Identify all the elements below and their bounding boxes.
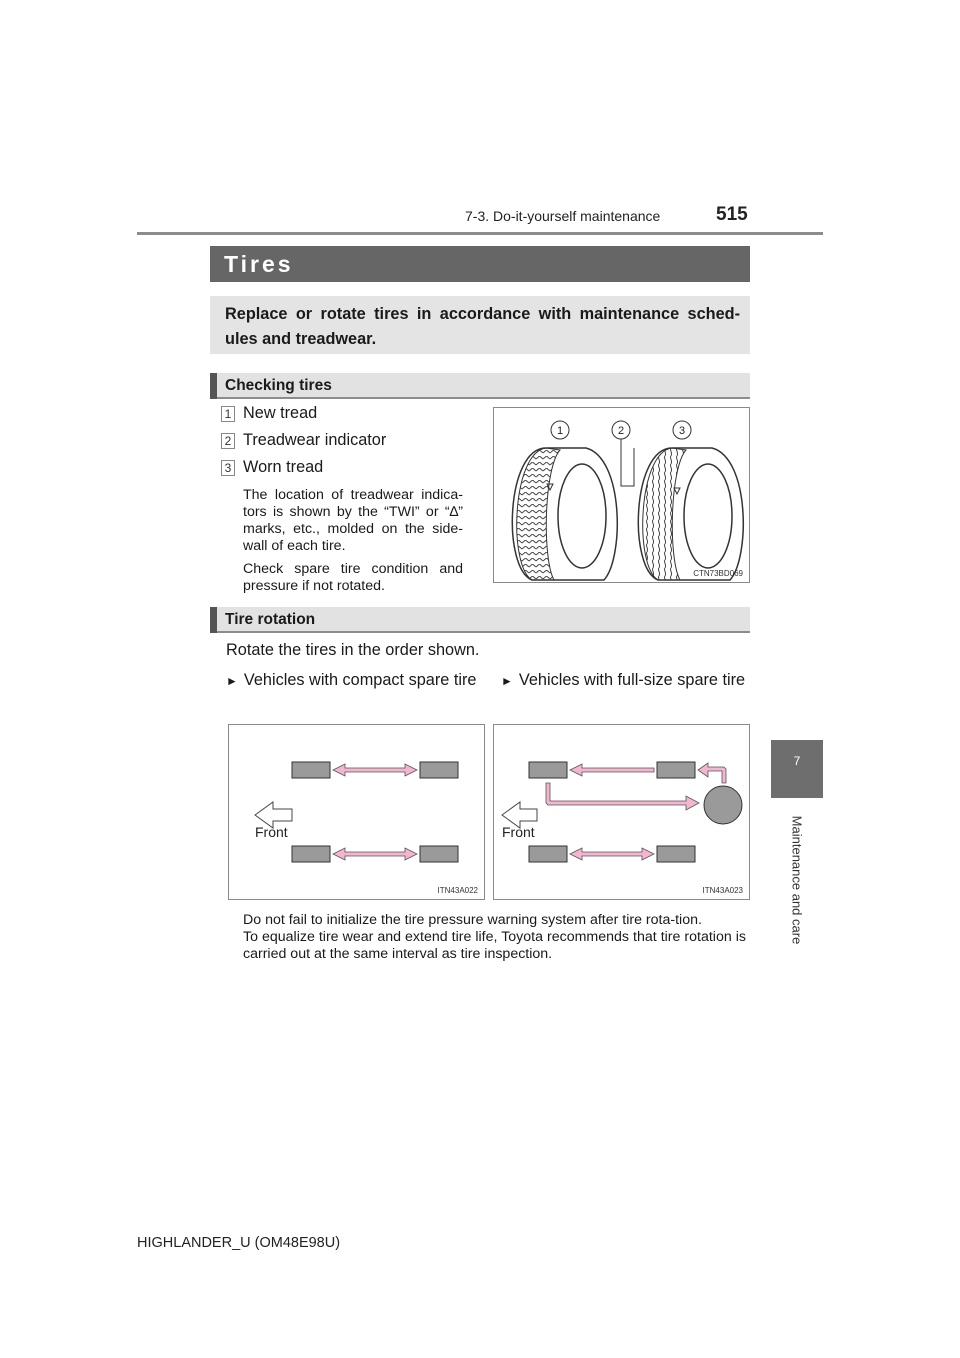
tire-tread-figure xyxy=(493,407,750,583)
tire-illustration xyxy=(494,408,749,582)
callout-2-label: 2 xyxy=(617,425,625,437)
tire-front-right xyxy=(657,762,695,778)
tire-rear-left xyxy=(292,846,330,862)
new-tire xyxy=(512,448,617,580)
item-number-2: 2 xyxy=(221,433,235,449)
double-arrow-rear xyxy=(333,848,417,860)
intro-text: Replace or rotate tires in accordance with maintenance sched-ules and treadwear. xyxy=(225,305,740,348)
page-number: 515 xyxy=(716,204,748,225)
callout-1-label: 1 xyxy=(556,425,564,437)
callout-3-label: 3 xyxy=(678,425,686,437)
page-title: Tires xyxy=(224,251,294,277)
double-arrow-rear xyxy=(570,848,654,860)
worn-tire xyxy=(638,448,743,580)
triangle-bullet-icon: ► xyxy=(501,674,513,688)
callout-3 xyxy=(673,421,691,439)
vehicle-type-fullsize-label: Vehicles with full-size spare tire xyxy=(518,671,746,689)
vehicle-type-compact xyxy=(226,669,478,693)
model-footer: HIGHLANDER_U (OM48E98U) xyxy=(137,1235,341,1251)
spare-tire-note: Check spare tire condition and pressure if not rotated. xyxy=(243,561,463,594)
callout-2 xyxy=(612,421,634,486)
item-new-tread: New tread xyxy=(243,404,318,422)
callout-1 xyxy=(551,421,569,439)
chapter-tab-label: Maintenance and care xyxy=(789,815,805,945)
rotation-figure-fullsize xyxy=(493,724,750,900)
item-number-3: 3 xyxy=(221,460,235,476)
arrow-front-left-to-spare xyxy=(546,783,699,810)
chapter-tab-number: 7 xyxy=(771,740,823,798)
rotation-instruction: Rotate the tires in the order shown. xyxy=(226,641,480,659)
tire-front-right xyxy=(420,762,458,778)
figure-code: CTN73BD069 xyxy=(693,569,743,578)
tire-front-left xyxy=(529,762,567,778)
arrow-front-right-to-left xyxy=(570,764,654,776)
front-label: Front xyxy=(255,824,288,840)
chapter-tab xyxy=(771,800,823,960)
rotation-figure-compact xyxy=(228,724,485,900)
rotation-note: Do not fail to initialize the tire pressure warning system after tire rota-tion. To equalize tire wear and extend tire life, Toyota recommends that tire rotation is carried out at the same interval as tire inspection. xyxy=(243,912,746,962)
vehicle-type-fullsize xyxy=(501,669,746,693)
front-label: Front xyxy=(502,824,535,840)
header-rule xyxy=(137,232,823,235)
tire-front-left xyxy=(292,762,330,778)
figure-code: ITN43A022 xyxy=(437,886,478,895)
rotation-diagram-compact xyxy=(229,725,484,899)
rotation-diagram-fullsize xyxy=(494,725,749,899)
treadwear-note: The location of treadwear indica-tors is shown by the “TWI” or “∆” marks, etc., molded on the side-wall of each tire. xyxy=(243,487,463,554)
item-treadwear-indicator: Treadwear indicator xyxy=(243,431,387,449)
tire-rotation-heading: Tire rotation xyxy=(225,611,316,628)
tire-rear-right xyxy=(420,846,458,862)
vehicle-type-compact-label: Vehicles with compact spare tire xyxy=(243,671,477,689)
item-worn-tread: Worn tread xyxy=(243,458,324,476)
item-number-1: 1 xyxy=(221,406,235,422)
double-arrow-front xyxy=(333,764,417,776)
section-breadcrumb: 7-3. Do-it-yourself maintenance xyxy=(465,208,661,224)
checking-tires-heading: Checking tires xyxy=(225,377,332,394)
tire-rear-right xyxy=(657,846,695,862)
section-accent xyxy=(210,373,217,399)
tire-rear-left xyxy=(529,846,567,862)
section-accent xyxy=(210,607,217,633)
triangle-bullet-icon: ► xyxy=(226,674,238,688)
arrow-spare-to-front-right xyxy=(698,763,726,783)
spare-tire xyxy=(704,786,742,824)
figure-code: ITN43A023 xyxy=(702,886,743,895)
